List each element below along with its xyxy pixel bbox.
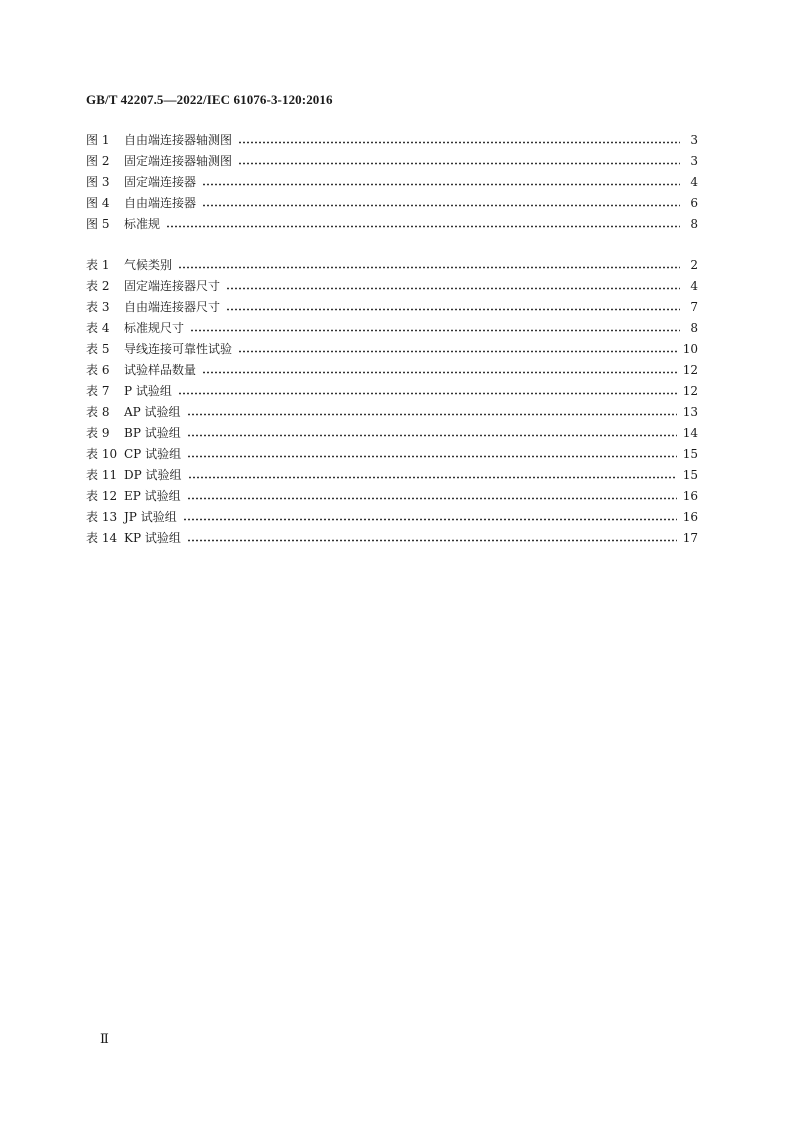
dot-leader [202,371,677,374]
page-number: 13 [682,405,698,419]
figure-entry[interactable] [86,193,698,214]
figure-entry[interactable] [86,214,698,235]
page-number: 14 [682,426,698,440]
dot-leader [166,225,680,228]
dot-leader [187,539,677,542]
page-number: 3 [690,133,698,147]
dot-leader [226,287,680,290]
dot-leader [238,162,680,165]
table-entry[interactable] [86,444,698,465]
table-entry[interactable] [86,381,698,402]
figure-title: 标准规 [124,217,161,231]
table-entry[interactable] [86,528,698,549]
table-title: 自由端连接器尺寸 [124,300,221,314]
table-entry[interactable] [86,255,698,276]
figure-title: 自由端连接器轴测图 [124,133,233,147]
table-title: CP 试验组 [124,447,182,461]
table-number: 表 9 [86,426,110,440]
table-number: 表 1 [86,258,110,272]
page-number: 2 [690,258,698,272]
dot-leader [202,183,680,186]
table-entry[interactable] [86,402,698,423]
table-entry[interactable] [86,276,698,297]
table-title: JP 试验组 [124,510,177,524]
table-list [86,255,698,549]
dot-leader [187,434,677,437]
table-entry[interactable] [86,507,698,528]
figure-number: 图 1 [86,133,110,147]
page-number: 10 [682,342,698,356]
table-title: EP 试验组 [124,489,181,503]
dot-leader [178,266,680,269]
figure-number: 图 5 [86,217,110,231]
table-number: 表 3 [86,300,110,314]
page-number: 15 [682,447,698,461]
page-number: 12 [682,384,698,398]
figure-number: 图 4 [86,196,110,210]
table-number: 表 6 [86,363,110,377]
table-number: 表 4 [86,321,110,335]
table-number: 表 14 [86,531,118,545]
standard-number-header: GB/T 42207.5—2022/IEC 61076-3-120:2016 [86,92,333,107]
page-number: 3 [690,154,698,168]
page-number: 16 [682,510,698,524]
dot-leader [238,350,677,353]
table-title: 导线连接可靠性试验 [124,342,233,356]
table-title: P 试验组 [124,384,172,398]
dot-leader [187,497,677,500]
table-title: BP 试验组 [124,426,181,440]
table-title: 固定端连接器尺寸 [124,279,221,293]
figure-number: 图 3 [86,175,110,189]
figure-number: 图 2 [86,154,110,168]
page-number: 17 [682,531,698,545]
table-number: 表 8 [86,405,110,419]
dot-leader [187,413,677,416]
table-entry[interactable] [86,297,698,318]
table-title: 试验样品数量 [124,363,197,377]
figure-title: 固定端连接器 [124,175,197,189]
table-number: 表 2 [86,279,110,293]
figure-title: 固定端连接器轴测图 [124,154,233,168]
table-entry[interactable] [86,486,698,507]
table-number: 表 12 [86,489,118,503]
dot-leader [178,392,677,395]
dot-leader [238,141,680,144]
page-number: 8 [690,217,698,231]
table-number: 表 10 [86,447,118,461]
table-title: AP 试验组 [124,405,181,419]
figure-entry[interactable] [86,151,698,172]
figure-list [86,130,698,235]
dot-leader [188,476,677,479]
page-number: 15 [682,468,698,482]
table-entry[interactable] [86,339,698,360]
page-number: 7 [690,300,698,314]
page-number: 12 [682,363,698,377]
table-title: KP 试验组 [124,531,181,545]
table-number: 表 5 [86,342,110,356]
figure-entry[interactable] [86,130,698,151]
table-title: DP 试验组 [124,468,182,482]
table-title: 气候类别 [124,258,173,272]
table-entry[interactable] [86,360,698,381]
page-number: 8 [690,321,698,335]
table-title: 标准规尺寸 [124,321,185,335]
figure-title: 自由端连接器 [124,196,197,210]
page-number: 4 [690,175,698,189]
page-number: 4 [690,279,698,293]
dot-leader [183,518,677,521]
table-number: 表 7 [86,384,110,398]
table-number: 表 11 [86,468,118,482]
table-entry[interactable] [86,318,698,339]
page-number: 6 [690,196,698,210]
figure-entry[interactable] [86,172,698,193]
table-entry[interactable] [86,423,698,444]
dot-leader [226,308,680,311]
table-entry[interactable] [86,465,698,486]
table-number: 表 13 [86,510,118,524]
dot-leader [187,455,677,458]
page-number: 16 [682,489,698,503]
dot-leader [202,204,680,207]
page-footer-number: Ⅱ [100,1031,109,1046]
dot-leader [190,329,680,332]
